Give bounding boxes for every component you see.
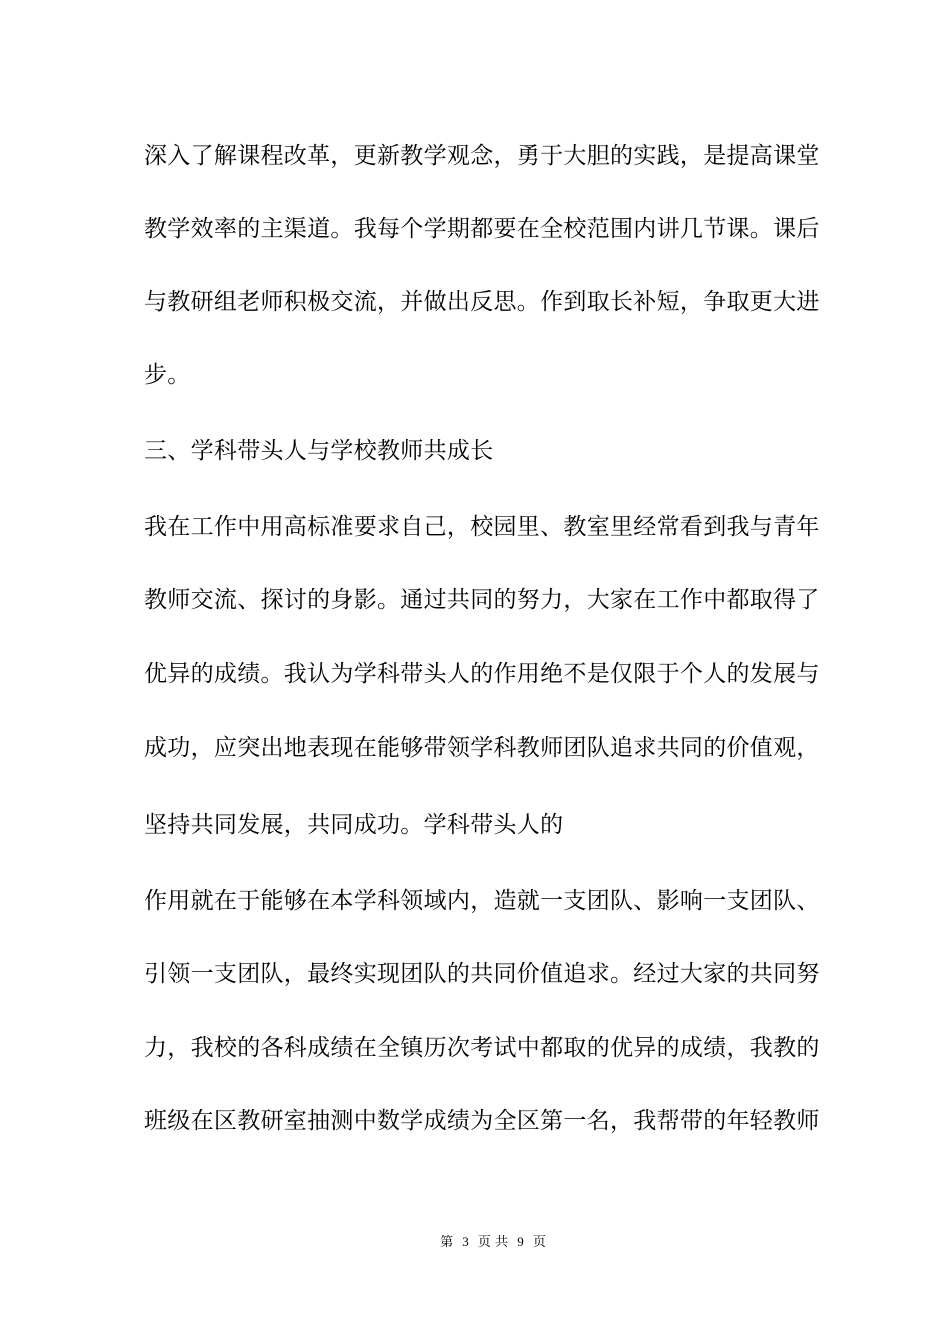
footer-middle: 页 共 [477,1235,509,1250]
text-line: 引领一支团队，最终实现团队的共同价值追求。经过大家的共同努 [144,961,820,987]
text-line: 与教研组老师积极交流，并做出反思。作到取长补短，争取更大进 [144,289,820,315]
section-heading: 三、学科带头人与学校教师共成长 [144,438,494,464]
text-line: 班级在区教研室抽测中数学成绩为全区第一名，我帮带的年轻教师 [144,1108,820,1134]
page-footer [0,1233,950,1252]
text-line: 力，我校的各科成绩在全镇历次考试中都取的优异的成绩，我教的 [144,1035,820,1061]
text-line: 优异的成绩。我认为学科带头人的作用绝不是仅限于个人的发展与 [144,661,820,687]
text-line: 教师交流、探讨的身影。通过共同的努力，大家在工作中都取得了 [144,587,820,613]
current-page-number: 3 [462,1234,469,1249]
footer-suffix: 页 [532,1235,546,1250]
text-line: 教学效率的主渠道。我每个学期都要在全校范围内讲几节课。课后 [144,216,820,242]
text-line: 我在工作中用高标准要求自己，校园里、教室里经常看到我与青年 [144,514,820,540]
footer-prefix: 第 [440,1235,454,1250]
text-line: 成功，应突出地表现在能够带领学科教师团队追求共同的价值观， [144,735,820,761]
text-line: 坚持共同发展，共同成功。学科带头人的 [144,812,564,838]
text-line: 作用就在于能够在本学科领域内，造就一支团队、影响一支团队、 [144,888,820,914]
total-pages-number: 9 [517,1234,524,1249]
text-line: 深入了解课程改革，更新教学观念，勇于大胆的实践，是提高课堂 [144,143,820,169]
text-line: 步。 [144,362,191,388]
